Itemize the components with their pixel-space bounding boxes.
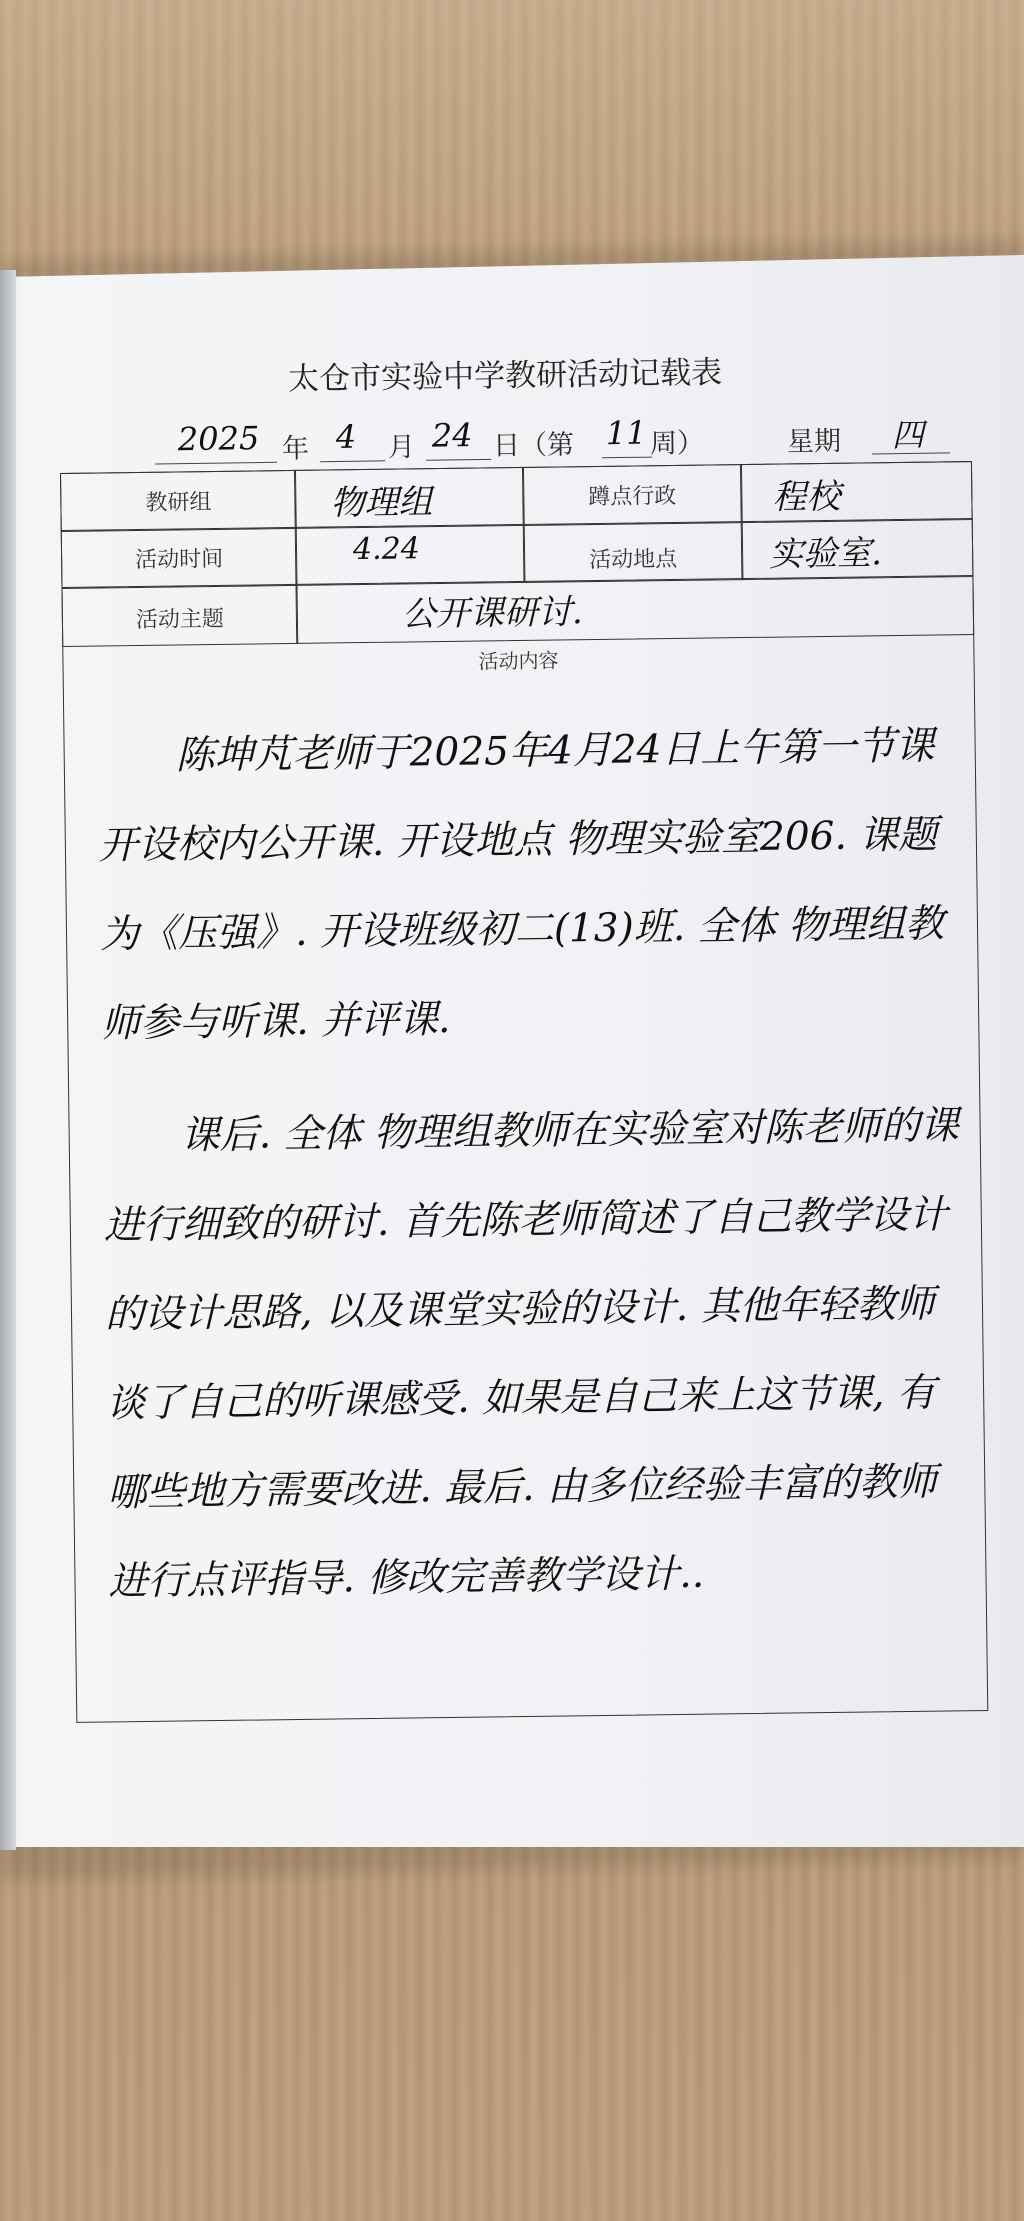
weekday-label: 星期 (786, 425, 842, 458)
activity-record-table (60, 461, 988, 1723)
week-value: 11 (605, 413, 647, 453)
tabletop-lower-background (0, 1820, 1024, 2221)
time-value: 4.24 (352, 531, 421, 568)
week-label: 周） (649, 427, 705, 460)
group-label: 教研组 (145, 490, 212, 516)
content-paragraph-1: 陈坤芃老师于2025年4月24日上午第一节课开设校内公开课. 开设地点 物理实验室206. 课题为《压强》. 开设班级初二(13)班. 全体 物理组教师参与听课. 并评课. (97, 723, 945, 1047)
admin-value: 程校 (772, 476, 841, 518)
month-label: 月 (387, 431, 416, 464)
topic-value: 公开课研讨. (401, 592, 583, 635)
admin-label: 蹲点行政 (588, 483, 677, 511)
weekday-value: 四 (891, 415, 925, 455)
tabletop-background (0, 0, 1024, 270)
month-underline (320, 460, 385, 462)
year-underline (155, 462, 277, 465)
form-title: 太仓市实验中学教研活动记载表 (287, 354, 723, 398)
day-label: 日（第 (492, 429, 575, 462)
location-value: 实验室. (768, 533, 883, 575)
content-paragraph-2: 课后. 全体 物理组教师在实验室对陈老师的课进行细致的研讨. 首先陈老师简述了自己教学设计的设计思路, 以及课堂实验的设计. 其他年轻教师谈了自己的听课感受. 如果是自己来上这节课, 有哪些地方需要改进. 最后. 由多位经验丰富的教师进行点评指导. 修改完善教学设计.. (102, 1103, 960, 1605)
group-value: 物理组 (330, 482, 433, 524)
day-value: 24 (431, 416, 473, 455)
topic-value-cell (295, 575, 974, 644)
content-label: 活动内容 (478, 648, 559, 674)
day-underline (426, 459, 491, 461)
time-label: 活动时间 (134, 546, 224, 574)
month-value: 4 (335, 417, 357, 456)
topic-label: 活动主题 (135, 606, 225, 634)
year-label: 年 (281, 433, 310, 465)
paper-binding-edge (0, 270, 16, 1850)
year-value: 2025 (177, 419, 260, 459)
location-label: 活动地点 (589, 546, 678, 574)
week-underline (602, 457, 652, 459)
